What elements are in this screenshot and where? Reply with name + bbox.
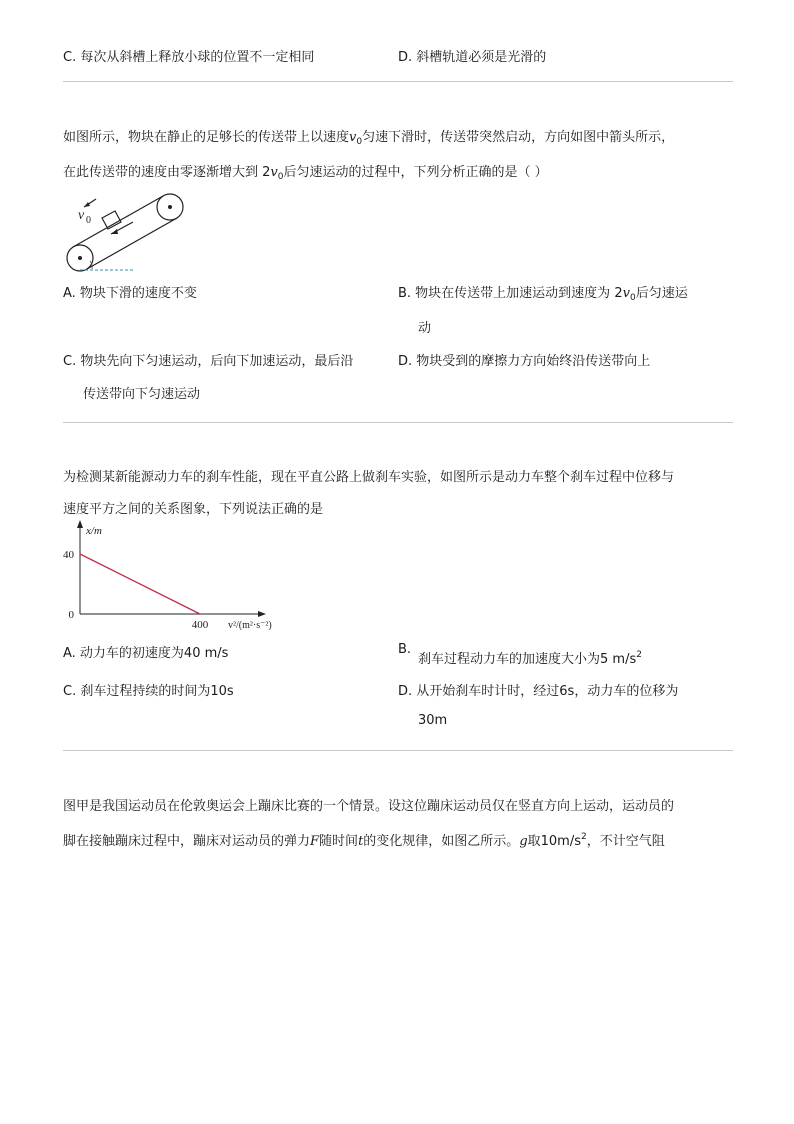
figure-v-sub: 0 — [86, 215, 91, 226]
divider — [63, 422, 733, 423]
q2-option-b[interactable]: 刹车过程动力车的加速度大小为5 $m/s^2$ — [418, 650, 642, 667]
belt-bottom-edge — [87, 218, 177, 269]
q1-option-a[interactable]: A. 物块下滑的速度不变 — [63, 286, 197, 301]
q2-stem-line1: 为检测某新能源动力车的刹车性能，现在平直公路上做刹车实验，如图所示是动力车整个刹车过程中位移与 — [63, 470, 675, 485]
q1-option-d[interactable]: D. 物块受到的摩擦力方向始终沿传送带向上 — [398, 354, 651, 369]
x-axis-arrow — [258, 611, 266, 617]
data-point — [199, 613, 201, 615]
y-tick-label: 0 — [68, 609, 74, 621]
y-axis-arrow — [77, 520, 83, 528]
divider — [63, 81, 733, 82]
velocity-arrow-head — [84, 202, 90, 207]
q3-stem-line1: 图甲是我国运动员在伦敦奥运会上蹦床比赛的一个情景。设这位蹦床运动员仅在竖直方向上运动，运动员的 — [63, 799, 675, 814]
y-tick-label: 40 — [63, 549, 74, 561]
pulley-axle — [78, 256, 82, 260]
x-tick-label: 400 — [191, 619, 209, 631]
q2-option-d[interactable]: D. 从开始刹车时计时，经过6s，动力车的位移为 — [398, 684, 679, 699]
data-line — [80, 554, 200, 614]
q3-stem-line2: 脚在接触蹦床过程中，蹦床对运动员的弹力F随时间t的变化规律，如图乙所示。g取$10m/s^2$，不计空气阻 — [63, 832, 665, 849]
q2-option-a[interactable]: A. 动力车的初速度为40 m/s — [63, 646, 229, 661]
q2-stem-line2: 速度平方之间的关系图象，下列说法正确的是 — [63, 502, 324, 517]
q2-option-d-cont: 30m — [418, 713, 448, 728]
q2-option-c[interactable]: C. 刹车过程持续的时间为10s — [63, 684, 234, 699]
data-point — [79, 553, 81, 555]
x-axis-label: v²/(m²·s⁻²) — [228, 620, 272, 631]
q0-option-c[interactable]: C. 每次从斜槽上释放小球的位置不一定相同 — [63, 50, 315, 65]
q0-option-d[interactable]: D. 斜槽轨道必须是光滑的 — [398, 50, 547, 65]
y-axis-label: x/m — [86, 525, 102, 537]
x-v2-chart — [60, 520, 290, 635]
q1-stem-line1: 如图所示，物块在静止的足够长的传送带上以速度$v_0$匀速下滑时，传送带突然启动，方向如图中箭头所示， — [63, 130, 675, 147]
q1-option-b-cont: 动 — [418, 321, 432, 336]
q1-option-c-cont: 传送带向下匀速运动 — [83, 387, 201, 402]
figure-v-label: v — [78, 208, 85, 223]
q2-option-b-letter[interactable]: B. — [398, 642, 412, 657]
q1-option-b[interactable]: B. 物块在传送带上加速运动到速度为 $2v_0$后匀速运 — [398, 286, 688, 303]
belt-arrow-head — [111, 229, 118, 234]
q1-option-c[interactable]: C. 物块先向下匀速运动，后向下加速运动，最后沿 — [63, 354, 354, 369]
q1-stem-line2: 在此传送带的速度由零逐渐增大到 $2v_0$后匀速运动的过程中，下列分析正确的是（ ） — [63, 165, 548, 182]
divider — [63, 750, 733, 751]
conveyor-belt-figure — [60, 190, 200, 275]
pulley-axle — [168, 205, 172, 209]
block — [102, 211, 121, 229]
